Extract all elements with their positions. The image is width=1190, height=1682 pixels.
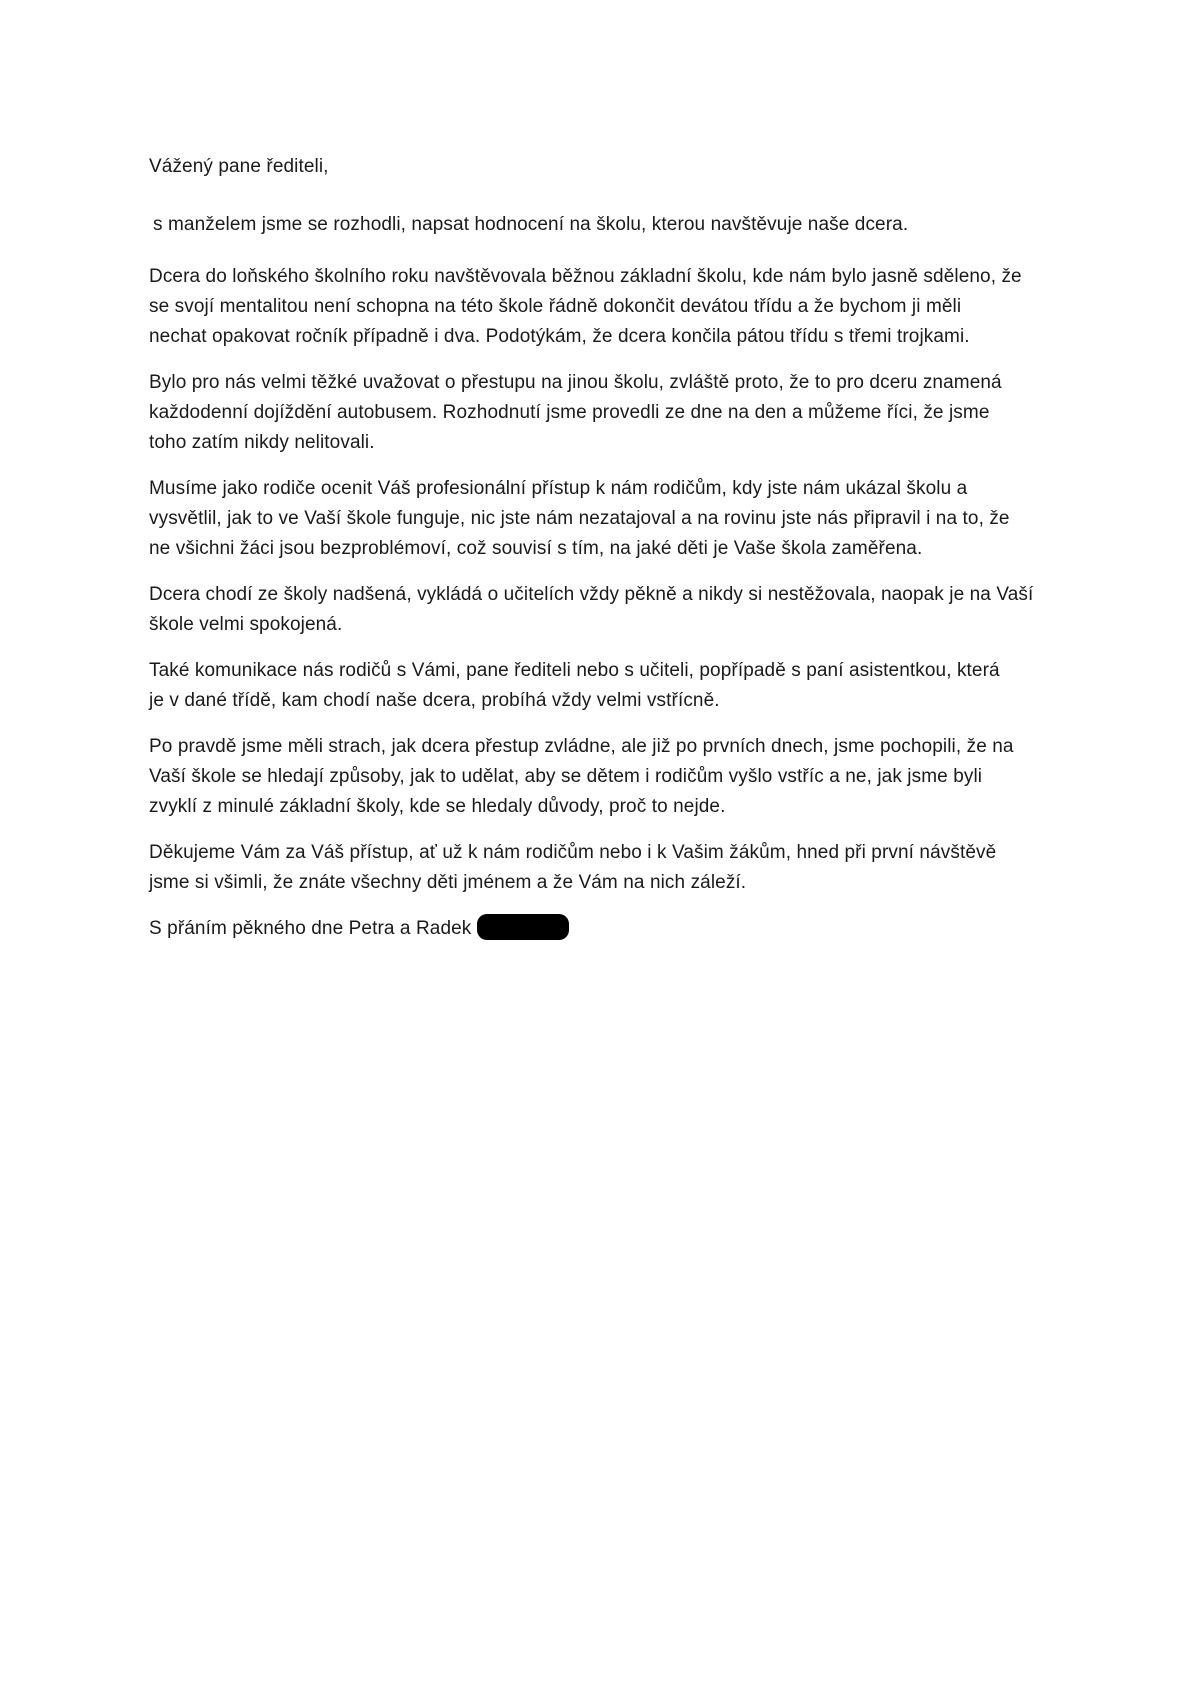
paragraph-line: Bylo pro nás velmi těžké uvažovat o přestupu na jinou školu, zvláště proto, že to pro dceru znamená [149,372,1002,393]
paragraph-daughter-satisfied [149,580,1079,640]
paragraph-transfer-decision [149,368,1079,458]
paragraph-fear-of-transfer [149,732,1079,822]
paragraph-line: vysvětlil, jak to ve Vaší škole funguje, nic jste nám nezatajoval a na rovinu jste nás připravil i na to, že [149,508,1010,529]
paragraph-line: škole velmi spokojená. [149,614,343,635]
paragraph-professional-approach [149,474,1079,564]
closing-text: S přáním pěkného dne Petra a Radek [149,918,472,939]
paragraph-line: toho zatím nikdy nelitovali. [149,432,375,453]
intro-line: s manželem jsme se rozhodli, napsat hodnocení na školu, kterou navštěvuje naše dcera. [153,214,909,235]
salutation: Vážený pane řediteli, [149,156,329,177]
paragraph-thanks [149,838,1079,898]
intro-paragraph [149,210,1079,240]
paragraph-line: Dcera do loňského školního roku navštěvovala běžnou základní školu, kde nám bylo jasně sděleno, že [149,266,1022,287]
paragraph-line: Po pravdě jsme měli strach, jak dcera přestup zvládne, ale již po prvních dnech, jsme pochopili, že na [149,736,1014,757]
letter-body [149,152,1079,944]
paragraph-line: zvyklí z minulé základní školy, kde se hledaly důvody, proč to nejde. [149,796,726,817]
paragraph-line: Dcera chodí ze školy nadšená, vykládá o učitelích vždy pěkně a nikdy si nestěžovala, naopak je na Vaší [149,584,1034,605]
paragraph-line: se svojí mentalitou není schopna na této škole řádně dokončit devátou třídu a že bychom ji měli [149,296,962,317]
paragraph-line: Vaší škole se hledají způsoby, jak to udělat, aby se dětem i rodičům vyšlo vstříc a ne, jak jsme byli [149,766,983,787]
redaction-mark [477,914,569,940]
paragraph-line: každodenní dojíždění autobusem. Rozhodnutí jsme provedli ze dne na den a můžeme říci, že jsme [149,402,990,423]
paragraph-line: ne všichni žáci jsou bezproblémoví, což souvisí s tím, na jaké děti je Vaše škola zaměřena. [149,538,923,559]
paragraph-line: Děkujeme Vám za Váš přístup, ať už k nám rodičům nebo i k Vašim žákům, hned při první návštěvě [149,842,997,863]
paragraph-communication [149,656,1079,716]
paragraph-line: jsme si všimli, že znáte všechny děti jménem a že Vám na nich záleží. [149,872,747,893]
paragraph-previous-school [149,262,1079,352]
paragraph-line: je v dané třídě, kam chodí naše dcera, probíhá vždy velmi vstřícně. [149,690,720,711]
paragraph-line: nechat opakovat ročník případně i dva. Podotýkám, že dcera končila pátou třídu s třemi trojkami. [149,326,970,347]
closing-line [149,914,1079,944]
paragraph-line: Také komunikace nás rodičů s Vámi, pane řediteli nebo s učiteli, popřípadě s paní asistentkou, která [149,660,1000,681]
paragraph-line: Musíme jako rodiče ocenit Váš profesionální přístup k nám rodičům, kdy jste nám ukázal školu a [149,478,968,499]
